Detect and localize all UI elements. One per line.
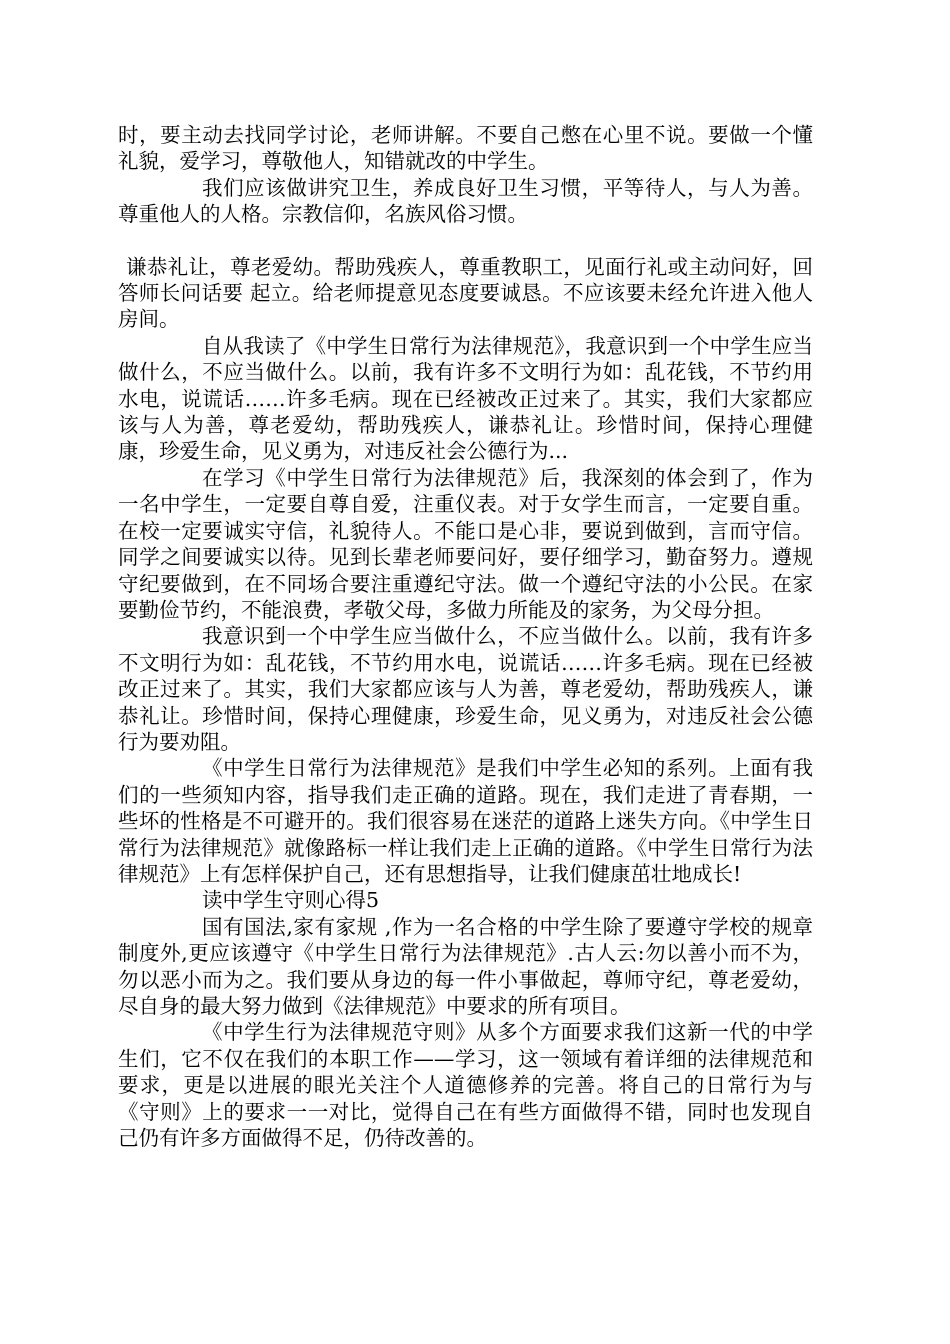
paragraph-national-law: 国有国法,家有家规 ,作为一名合格的中学生除了要遵守学校的规章制度外,更应该遵守《中学生日常行为法律规范》.古人云:勿以善小而不为，勿以恶小而为之。我们要从身边的每一件小事做起，尊师守纪，尊老爱幼，尽自身的最大努力做到《法律规范》中要求的所有项目。 bbox=[118, 914, 813, 1018]
blank-line bbox=[118, 228, 813, 254]
paragraph-guidelines: 《中学生日常行为法律规范》是我们中学生必知的系列。上面有我们的一些须知内容，指导我们走正确的道路。现在，我们走进了青春期，一些坏的性格是不可避开的。我们很容易在迷茫的道路上迷失方向。《中学生日常行为法律规范》就像路标一样让我们走上正确的道路。《中学生日常行为法律规范》上有怎样保护自己，还有思想指导，让我们健康茁壮地成长! bbox=[118, 756, 813, 886]
section-heading: 读中学生守则心得5 bbox=[202, 888, 380, 913]
paragraph-courtesy: 谦恭礼让，尊老爱幼。帮助残疾人，尊重教职工，见面行礼或主动问好，回答师长问话要 起立。给老师提意见态度要诚恳。不应该要未经允许进入他人房间。 bbox=[118, 254, 813, 332]
document-page bbox=[118, 122, 813, 1151]
paragraph-realization: 我意识到一个中学生应当做什么，不应当做什么。以前，我有许多不文明行为如：乱花钱，不节约用水电，说谎话……许多毛病。现在已经被改正过来了。其实，我们大家都应该与人为善，尊老爱幼，帮助残疾人，谦恭礼让。珍惜时间，保持心理健康，珍爱生命，见义勇为，对违反社会公德行为要劝阻。 bbox=[118, 624, 813, 754]
paragraph-code-of-conduct: 《中学生行为法律规范守则》从多个方面要求我们这新一代的中学生们，它不仅在我们的本职工作——学习，这一领域有着详细的法律规范和要求，更是以进展的眼光关注个人道德修养的完善。将自己的日常行为与《守则》上的要求一一对比，觉得自己在有些方面做得不错，同时也发现自己仍有许多方面做得不足，仍待改善的。 bbox=[118, 1020, 813, 1151]
paragraph-after-study: 在学习《中学生日常行为法律规范》后，我深刻的体会到了，作为一名中学生，一定要自尊自爱，注重仪表。对于女学生而言，一定要自重。在校一定要诚实守信，礼貌待人。不能口是心非，要说到做到，言而守信。同学之间要诚实以待。见到长辈老师要问好，要仔细学习，勤奋努力。遵规守纪要做到，在不同场合要注重遵纪守法。做一个遵纪守法的小公民。在家要勤俭节约，不能浪费，孝敬父母，多做力所能及的家务，为父母分担。 bbox=[118, 465, 813, 622]
paragraph-since-reading: 自从我读了《中学生日常行为法律规范》，我意识到一个中学生应当做什么，不应当做什么。以前，我有许多不文明行为如：乱花钱，不节约用水电，说谎话……许多毛病。现在已经被改正过来了。其实，我们大家都应该与人为善，尊老爱幼，帮助残疾人，谦恭礼让。珍惜时间，保持心理健康，珍爱生命，见义勇为，对违反社会公德行为... bbox=[118, 333, 813, 464]
paragraph-hygiene: 我们应该做讲究卫生，养成良好卫生习惯，平等待人，与人为善。尊重他人的人格。宗教信仰，名族风俗习惯。 bbox=[118, 175, 813, 227]
paragraph-continuation: 时，要主动去找同学讨论，老师讲解。不要自己憋在心里不说。要做一个懂礼貌，爱学习，尊敬他人，知错就改的中学生。 bbox=[118, 123, 813, 174]
